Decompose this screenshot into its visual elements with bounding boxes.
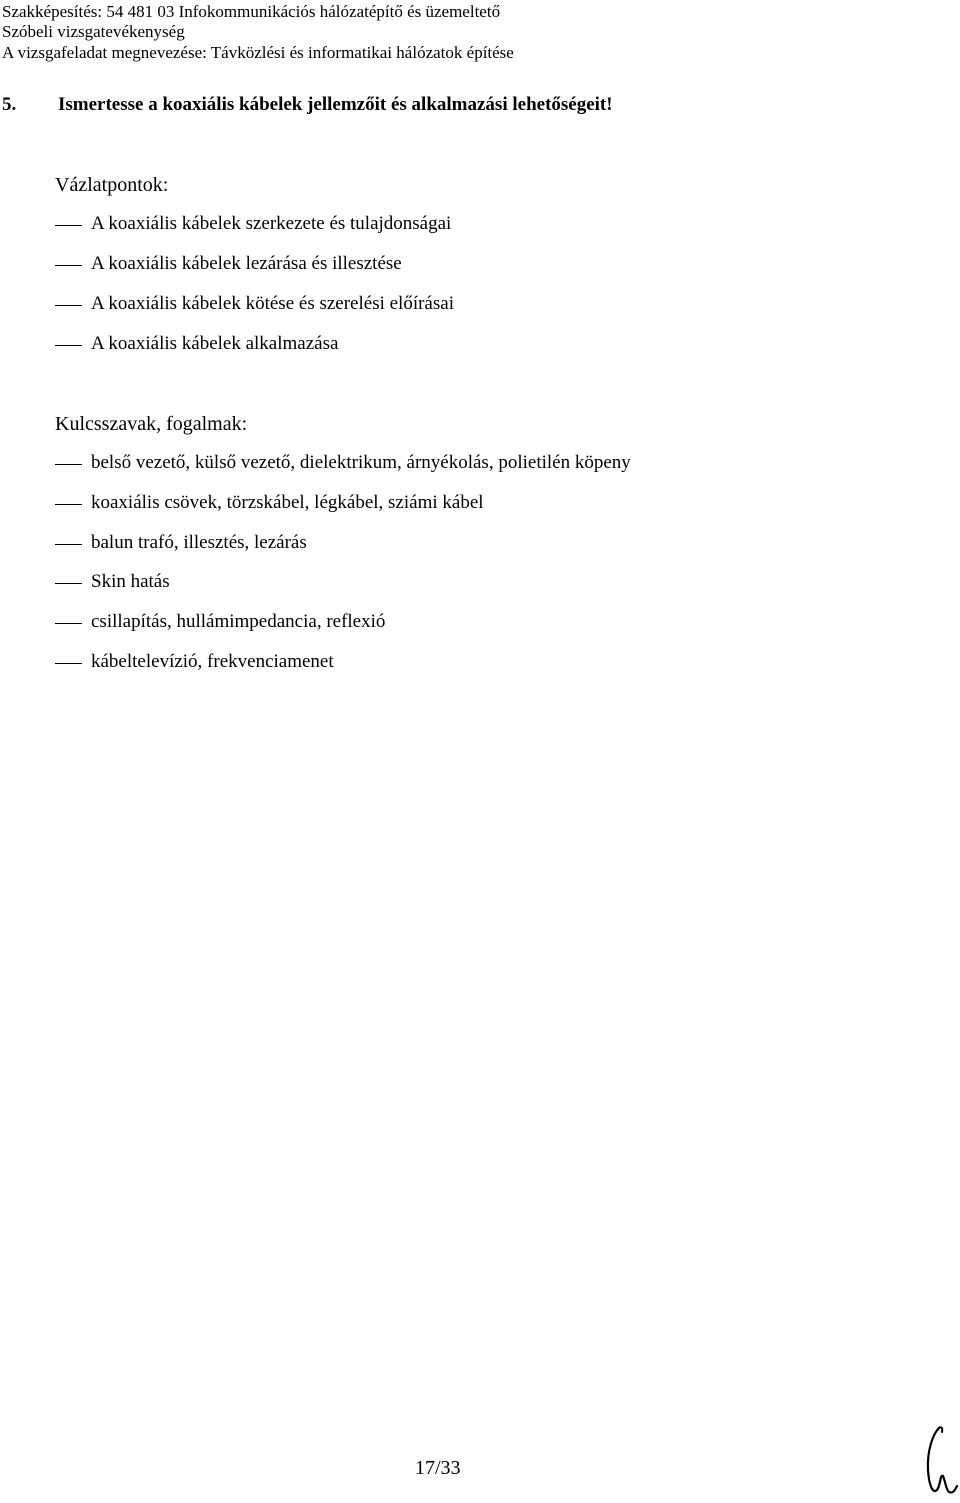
keyword-item-text: koaxiális csövek, törzskábel, légkábel, sziámi kábel bbox=[91, 492, 484, 513]
outline-item-text: A koaxiális kábelek alkalmazása bbox=[91, 333, 339, 354]
keyword-item-text: kábeltelevízió, frekvenciamenet bbox=[91, 651, 334, 672]
header-line-exam-type: Szóbeli vizsgatevékenység bbox=[2, 22, 185, 41]
dash-bullet bbox=[55, 464, 82, 465]
page-number: 17/33 bbox=[415, 1457, 461, 1479]
dash-bullet bbox=[55, 504, 82, 505]
question-number: 5. bbox=[2, 94, 17, 115]
dash-bullet bbox=[55, 544, 82, 545]
outline-item-text: A koaxiális kábelek kötése és szerelési előírásai bbox=[91, 293, 454, 314]
dash-bullet bbox=[55, 305, 82, 306]
header-line-qualification: Szakképesítés: 54 481 03 Infokommunikációs hálózatépítő és üzemeltető bbox=[2, 2, 501, 21]
dash-bullet bbox=[55, 225, 82, 226]
keyword-item-text: balun trafó, illesztés, lezárás bbox=[91, 532, 307, 553]
dash-bullet bbox=[55, 583, 82, 584]
keyword-item-text: Skin hatás bbox=[91, 571, 170, 592]
dash-bullet bbox=[55, 265, 82, 266]
question-heading bbox=[2, 94, 613, 116]
question-text: Ismertesse a koaxiális kábelek jellemzőit és alkalmazási lehetőségeit! bbox=[58, 94, 613, 115]
dash-bullet bbox=[55, 345, 82, 346]
outline-title: Vázlatpontok: bbox=[55, 174, 169, 196]
keyword-item-text: csillapítás, hullámimpedancia, reflexió bbox=[91, 611, 386, 632]
keyword-item-text: belső vezető, külső vezető, dielektrikum, árnyékolás, polietilén köpeny bbox=[91, 452, 631, 473]
handwritten-signature bbox=[915, 1420, 960, 1500]
header-line-task-name: A vizsgafeladat megnevezése: Távközlési és informatikai hálózatok építése bbox=[2, 43, 514, 62]
dash-bullet bbox=[55, 663, 82, 664]
keywords-title: Kulcsszavak, fogalmak: bbox=[55, 413, 248, 435]
dash-bullet bbox=[55, 623, 82, 624]
outline-item-text: A koaxiális kábelek szerkezete és tulajdonságai bbox=[91, 213, 452, 234]
outline-item-text: A koaxiális kábelek lezárása és illesztése bbox=[91, 253, 402, 274]
